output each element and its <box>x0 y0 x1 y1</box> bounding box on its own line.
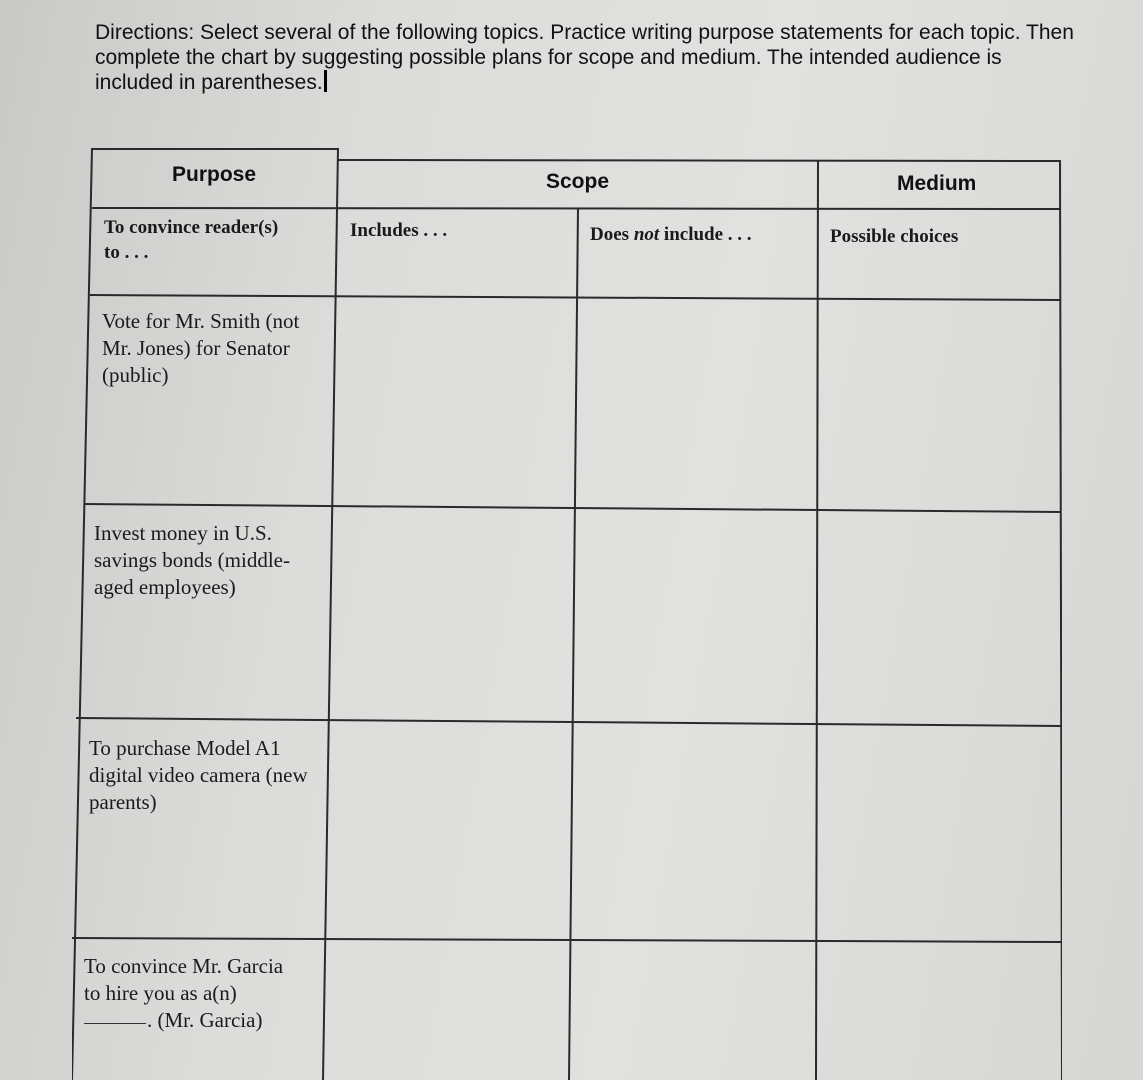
table-grid-lines <box>72 148 1062 1080</box>
header-purpose: Purpose <box>172 163 257 186</box>
subheader-possible-choices: Possible choices <box>830 226 959 247</box>
directions-text: Directions: Select several of the following topics. Practice writing purpose statements for each topic. Then complete the chart by suggesting possible plans for scope and medium. The intended audience is included in parentheses. <box>95 21 1074 94</box>
text-cursor <box>324 70 327 92</box>
blank-line <box>84 1023 146 1024</box>
header-medium: Medium <box>897 172 977 195</box>
purpose-scope-medium-table <box>72 148 1062 1080</box>
subheader-convince: To convince reader(s) to . . . <box>104 217 279 263</box>
row-purpose: Vote for Mr. Smith (not Mr. Jones) for Senator (public) <box>102 309 300 387</box>
row-purpose: To convince Mr. Garcia to hire you as a(n) . (Mr. Garcia) <box>84 954 284 1032</box>
header-scope: Scope <box>546 170 610 193</box>
subheader-includes: Includes . . . <box>350 220 448 241</box>
row-purpose: Invest money in U.S. savings bonds (middle-aged employees) <box>94 521 290 599</box>
row-purpose: To purchase Model A1 digital video camera (new parents) <box>89 736 308 814</box>
subheader-does-not-include: Does not include . . . <box>590 224 752 245</box>
